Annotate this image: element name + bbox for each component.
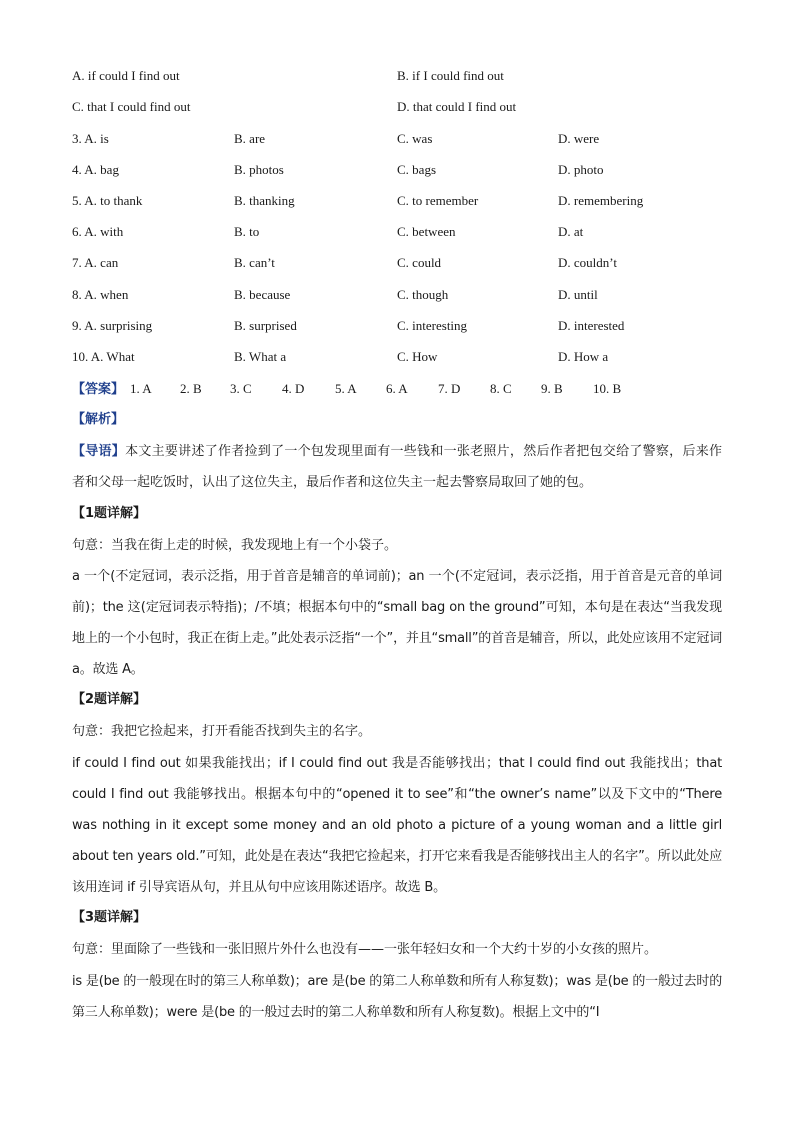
q3-detail: is 是(be 的一般现在时的第三人称单数)；are 是(be 的第二人称单数和所有人称复数)；was 是(be 的一般过去时的第三人称单数)；were 是(be 的一般过去时的第二人称单数和所有人称复数)。根据上文中的“I (72, 974, 722, 1020)
guide-label: 【导语】 (72, 444, 126, 459)
option-d: D. couldn’t (558, 255, 617, 270)
option-a: 9. A. surprising (72, 318, 153, 333)
q2-option-d: D. that could I find out (397, 99, 517, 114)
option-a: 8. A. when (72, 287, 129, 302)
option-a: 3. A. is (72, 131, 109, 146)
option-b: B. surprised (234, 318, 297, 333)
q2-option-c: C. that I could find out (72, 99, 191, 114)
q2-meaning: 句意：我把它捡起来，打开看能否找到失主的名字。 (72, 724, 372, 739)
option-b: B. photos (234, 162, 284, 177)
answer-item: 6. A (386, 381, 408, 396)
option-b: B. What a (234, 349, 287, 364)
option-b: B. can’t (234, 255, 275, 270)
q1-detail: a 一个(不定冠词，表示泛指，用于首音是辅音的单词前)；an 一个(不定冠词，表示泛指，用于首音是元音的单词前)；the 这(定冠词表示特指)；/不填；根据本句中的“small bag on the ground”可知，本句是在表达“当我发现地上的一个小包时，我正在街上走。”此处表示泛指“一个”，并且“small”的首音是辅音，所以，此处应该用不定冠词 a。故选 A。 (72, 569, 722, 677)
option-b: B. are (234, 131, 266, 146)
guide-text: 本文主要讲述了作者捡到了一个包发现里面有一些钱和一张老照片，然后作者把包交给了警察，后来作者和父母一起吃饭时，认出了这位失主，最后作者和这位失主一起去警察局取回了她的包。 (72, 444, 722, 490)
option-c: C. was (397, 131, 433, 146)
answer-key (72, 379, 622, 399)
q2-heading: 【2题详解】 (72, 692, 147, 707)
answer-item: 5. A (335, 381, 357, 396)
option-b: B. because (234, 287, 291, 302)
option-c: C. to remember (397, 193, 479, 208)
option-d: D. were (558, 131, 600, 146)
q3-heading: 【3题详解】 (72, 910, 147, 925)
option-d: D. interested (558, 318, 625, 333)
answer-item: 8. C (490, 381, 512, 396)
option-a: 10. A. What (72, 349, 135, 364)
answer-item: 4. D (282, 381, 305, 396)
option-c: C. interesting (397, 318, 468, 333)
answer-item: 1. A (130, 381, 152, 396)
option-d: D. until (558, 287, 598, 302)
option-d: D. remembering (558, 193, 644, 208)
q1-heading: 【1题详解】 (72, 506, 147, 521)
option-a: 7. A. can (72, 255, 119, 270)
option-d: D. at (558, 224, 584, 239)
option-c: C. could (397, 255, 442, 270)
answer-item: 3. C (230, 381, 252, 396)
option-c: C. though (397, 287, 449, 302)
option-c: C. bags (397, 162, 436, 177)
option-a: 5. A. to thank (72, 193, 143, 208)
answer-item: 7. D (438, 381, 461, 396)
answer-item: 9. B (541, 381, 563, 396)
option-d: D. How a (558, 349, 609, 364)
guide-paragraph (72, 436, 722, 498)
option-b: B. to (234, 224, 260, 239)
answer-item: 10. B (593, 381, 622, 396)
q2-option-a: A. if could I find out (72, 68, 180, 83)
option-b: B. thanking (234, 193, 295, 208)
q1-meaning: 句意：当我在街上走的时候，我发现地上有一个小袋子。 (72, 538, 398, 553)
analysis-heading: 【解析】 (72, 412, 125, 427)
option-c: C. How (397, 349, 438, 364)
q2-detail: if could I find out 如果我能找出；if I could find out 我是否能够找出；that I could find out 我能找出；that could I find out 我能够找出。根据本句中的“opened it to see”和“the owner’s name”以及下文中的“There was nothing in it except some money and an old photo a picture of a young woman and a little girl about ten years old.”可知，此处是在表达“我把它捡起来，打开它来看我是否能够找出主人的名字”。所以此处应该用连词 if 引导宾语从句，并且从句中应该用陈述语序。故选 B。 (72, 756, 722, 895)
option-c: C. between (397, 224, 456, 239)
answer-item: 2. B (180, 381, 202, 396)
q2-option-b: B. if I could find out (397, 68, 504, 83)
option-a: 4. A. bag (72, 162, 119, 177)
answer-label: 【答案】 (72, 382, 125, 397)
q3-meaning: 句意：里面除了一些钱和一张旧照片外什么也没有——一张年轻妇女和一个大约十岁的小女孩的照片。 (72, 942, 658, 957)
option-a: 6. A. with (72, 224, 124, 239)
option-d: D. photo (558, 162, 604, 177)
